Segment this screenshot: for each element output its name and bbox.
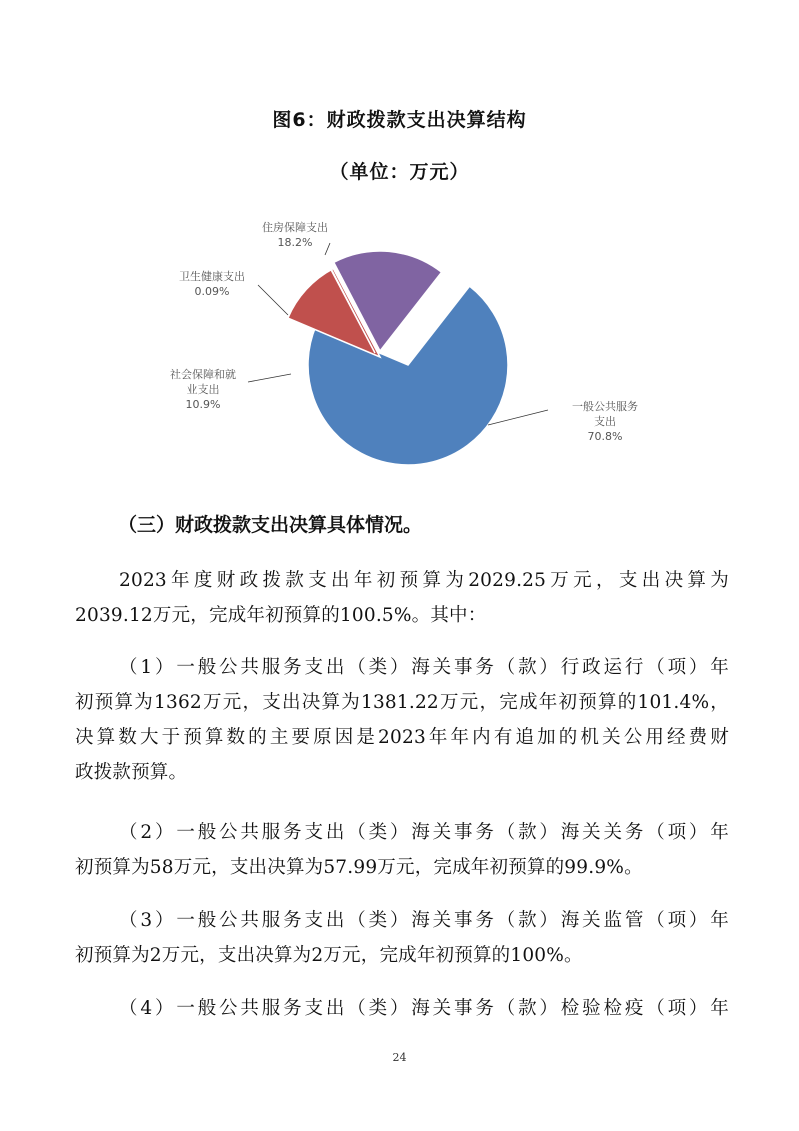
paragraph-line: 政拨款预算。 (75, 762, 188, 783)
pie-chart (130, 205, 650, 475)
paragraph-line: 初预算为1362万元，支出决算为1381.22万元，完成年初预算的101.4%， (75, 692, 729, 713)
paragraph-line: 2039.12万元，完成年初预算的100.5%。其中： (75, 605, 487, 626)
leader-line (248, 374, 291, 382)
paragraph-line: （1）一般公共服务支出（类）海关事务（款）行政运行（项）年 (119, 657, 729, 678)
page-number: 24 (392, 1051, 407, 1064)
paragraph-line: （2）一般公共服务支出（类）海关事务（款）海关关务（项）年 (119, 822, 729, 843)
leader-line (325, 243, 330, 255)
paragraph-summary (75, 563, 729, 633)
slice-label: 社会保障和就业支出 10.9% (170, 368, 236, 411)
leader-line (488, 410, 548, 425)
figure-title: 图6：财政拨款支出决算结构 (272, 109, 527, 131)
paragraph-line: 2023年度财政拨款支出年初预算为2029.25万元，支出决算为 (119, 570, 729, 591)
paragraph-line: （3）一般公共服务支出（类）海关事务（款）海关监管（项）年 (119, 910, 729, 931)
paragraph-line: 初预算为2万元，支出决算为2万元，完成年初预算的100%。 (75, 945, 583, 966)
section-heading: （三）财政拨款支出决算具体情况。 (118, 514, 423, 536)
paragraph-item-3 (75, 903, 729, 973)
paragraph-item-1 (75, 650, 729, 790)
slice-label: 住房保障支出 18.2% (262, 221, 328, 249)
paragraph-item-2 (75, 815, 729, 885)
paragraph-line: 决算数大于预算数的主要原因是2023年年内有追加的机关公用经费财 (75, 727, 729, 748)
paragraph-line: （4）一般公共服务支出（类）海关事务（款）检验检疫（项）年 (119, 998, 729, 1019)
paragraph-item-4 (75, 991, 729, 1026)
paragraph-line: 初预算为58万元，支出决算为57.99万元，完成年初预算的99.9%。 (75, 857, 643, 878)
slice-label: 卫生健康支出 0.09% (179, 270, 245, 298)
leader-line (258, 285, 288, 315)
figure-unit: （单位：万元） (329, 161, 470, 183)
slice-label: 一般公共服务支出 70.8% (572, 400, 638, 443)
